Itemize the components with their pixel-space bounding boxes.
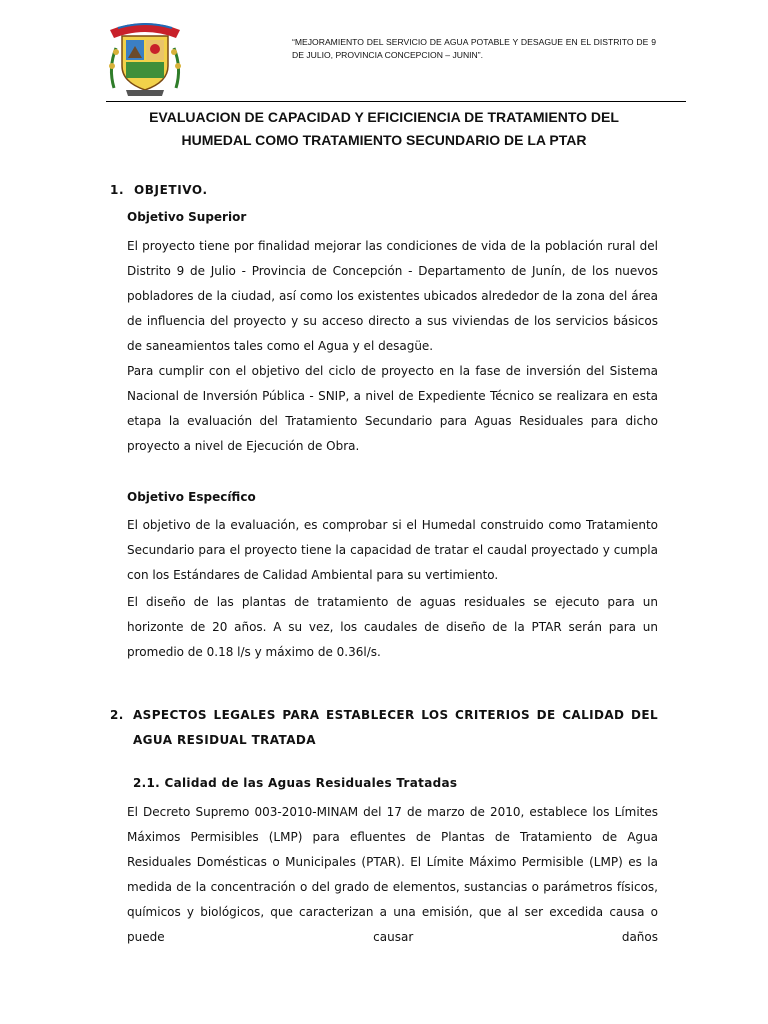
- section-1-heading: [110, 183, 208, 197]
- document-title-line-1: EVALUACION DE CAPACIDAD Y EFICICIENCIA DE TRATAMIENTO DEL: [149, 109, 619, 125]
- document-title-line-2: HUMEDAL COMO TRATAMIENTO SECUNDARIO DE LA PTAR: [181, 132, 587, 148]
- objetivo-especifico-heading: Objetivo Específico: [127, 490, 256, 504]
- objetivo-superior-paragraph-2: Para cumplir con el objetivo del ciclo de proyecto en la fase de inversión del Sistema Nacional de Inversión Pública - SNIP, a nivel de Expediente Técnico se realizara en esta etapa la evaluación del Tratamiento Secundario para Aguas Residuales para dicho proyecto a nivel de Ejecución de Obra.: [127, 364, 658, 453]
- section-2-heading: [110, 703, 658, 753]
- header-divider: [106, 101, 686, 102]
- section-2-title: ASPECTOS LEGALES PARA ESTABLECER LOS CRITERIOS DE CALIDAD DEL AGUA RESIDUAL TRATADA: [133, 708, 658, 747]
- subsection-2-1-heading: 2.1. Calidad de las Aguas Residuales Tratadas: [133, 776, 458, 790]
- section-1-number: 1.: [110, 183, 125, 197]
- objetivo-superior-heading: Objetivo Superior: [127, 210, 247, 224]
- municipal-coat-of-arms-logo: [104, 18, 186, 98]
- header-project-title: “MEJORAMIENTO DEL SERVICIO DE AGUA POTABLE Y DESAGUE EN EL DISTRITO DE 9 DE JULIO, PROVINCIA CONCEPCION – JUNIN”.: [292, 37, 656, 60]
- section-1-title: OBJETIVO.: [134, 183, 208, 197]
- objetivo-superior-paragraph-1: El proyecto tiene por finalidad mejorar las condiciones de vida de la población rural del Distrito 9 de Julio - Provincia de Concepción - Departamento de Junín, de los nuevos pobladores de la ciudad, así como los existentes ubicados alrededor de la zona del área de influencia del proyecto y su acceso directo a sus viviendas de los servicios básicos de saneamientos tales como el Agua y el desagüe.: [127, 239, 658, 353]
- section-2-number: 2.: [110, 708, 124, 722]
- objetivo-especifico-paragraph-2: El diseño de las plantas de tratamiento de aguas residuales se ejecuto para un horizonte de 20 años. A su vez, los caudales de diseño de la PTAR serán para un promedio de 0.18 l/s y máximo de 0.36l/s.: [127, 595, 658, 659]
- subsection-2-1-paragraph: El Decreto Supremo 003-2010-MINAM del 17 de marzo de 2010, establece los Límites Máximos Permisibles (LMP) para efluentes de Plantas de Tratamiento de Agua Residuales Domésticas o Municipales (PTAR). El Límite Máximo Permisible (LMP) es la medida de la concentración o del grado de elementos, sustancias o parámetros físicos, químicos y biológicos, que caracterizan a una emisión, que al ser excedida causa o puede causar daños: [127, 805, 658, 944]
- document-title: [120, 106, 648, 152]
- objetivo-especifico-paragraph-1: El objetivo de la evaluación, es comprobar si el Humedal construido como Tratamiento Secundario para el proyecto tiene la capacidad de tratar el caudal proyectado y cumpla con los Estándares de Calidad Ambiental para su vertimiento.: [127, 518, 658, 582]
